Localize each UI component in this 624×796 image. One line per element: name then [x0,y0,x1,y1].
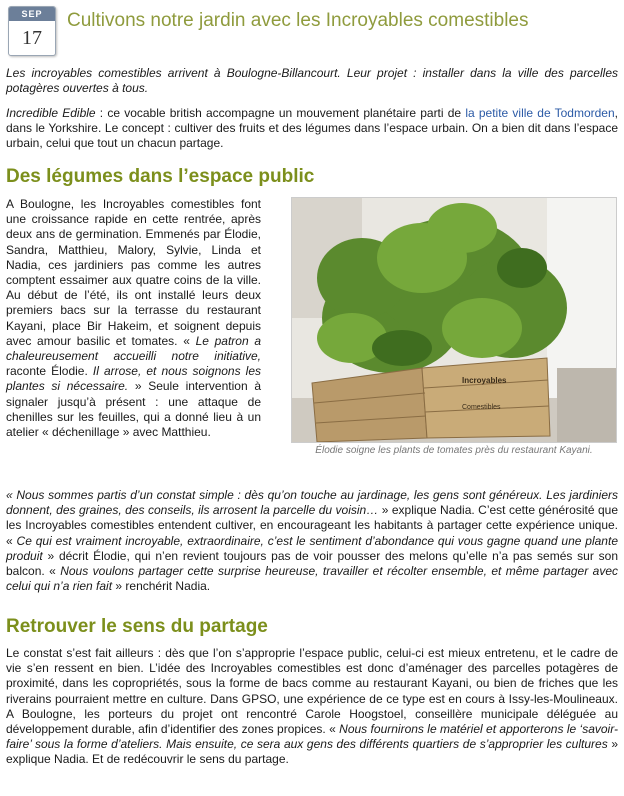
p3-quote-2: Ce qui est vraiment incroyable, extraordinaire, c’est le sentiment d’abondance qui vous gagne quand une plante produit [6,533,618,563]
p2-text-b: , dans le Yorkshire. Le concept : cultiver des fruits et des légumes dans l’espace urbain. On a bien dit dans l’espace urbain, celui que tout un chacun partage. [6,106,618,151]
p3-text-c: » renchérit Nadia. [112,579,211,594]
calendar-date-badge [8,6,56,56]
col-quote-1: Le patron a chaleureusement accueilli notre initiative, [6,333,261,364]
section-heading-partage: Retrouver le sens du partage [6,616,268,637]
tomato-planters-photo [291,197,617,443]
photo-caption: Élodie soigne les plants de tomates près du restaurant Kayani. [315,445,593,456]
paragraph-constat [6,646,618,768]
paragraph-boulogne [6,197,261,440]
section-heading-legumes: Des légumes dans l’espace public [6,166,315,187]
p4-text-b: » explique Nadia. Et de redécouvrir le sens du partage. [6,737,618,767]
p3-quote-1: « Nous sommes partis d’un constat simple : dès qu’on touche au jardinage, les gens sont généreux. Les jardiniers donnent, des graines, des conseils, ils arrosent la parcelle du voisin… [6,488,618,518]
article-intro: Les incroyables comestibles arrivent à Boulogne-Billancourt. Leur projet : installer dans la ville des parcelles potagères ouvertes à tous. [6,66,618,96]
p3-quote-3: Nous voulons partager cette surprise heureuse, travailler et récolter ensemble, et même partager avec celui qui n’a rien fait [6,564,618,594]
paragraph-incredible-edible [6,106,618,152]
col-text-b: raconte Élodie. [6,364,93,379]
col-quote-2: Il arrose, et nous soignons les plantes si nécessaire. [6,364,262,394]
col-text-a: A Boulogne, les Incroyables comestibles font une croissance rapide en cette rentrée, après deux ans de germination. Emmenés par Élodie, Sandra, Matthieu, Malory, Sylvie, Linda et Nadia, ces jardiniers pas comme les autres comptent essaimer aux quatre coins de la ville. Au début de l’été, ils ont installé leurs deux premiers bacs sur la terrasse du restaurant Kayani, place Bir Hakeim, et soignent depuis avec amour basilic et tomates. « [6,197,261,348]
crate-label-1: Incroyables [462,376,507,385]
calendar-month: SEP [9,7,55,21]
crate-label-2: Comestibles [462,404,501,411]
brand-name: Incredible Edible [6,106,96,120]
p4-quote: Nous fournirons le matériel et apporterons le ‘savoir-faire’ sous la forme d’ateliers. Mais ensuite, ce sera aux gens des différents quartiers de s’approprier les cultures [6,722,618,752]
calendar-day: 17 [22,27,42,49]
col-text-c: » Seule intervention à signaler jusqu’à présent : une attaque de chenilles sur les feuilles, qui a donné lieu à un atelier « déchenillage » avec Matthieu. [6,379,261,440]
p3-text-a: » explique Nadia. C’est cette générosité que les Incroyables comestibles entendent cultiver, en encourageant les habitants à partager cette expérience unique. « [6,503,619,548]
p4-text-a: Le constat s’est fait ailleurs : dès que l’on s’approprie l’espace public, celui-ci est mieux entretenu, et le cadre de vie s’en ressent en bien. L’idée des Incroyables comestibles est donc d’aménager des parcelles potagères de proximité, dans les copropriétés, sous la forme de bacs comme au restaurant Kayani, ou bien de friches que les riverains pourraient mettre en culture. Dans GPSO, une expérience de ce type est en cours à Issy-les-Moulineaux. A Boulogne, les porteurs du projet ont rencontré Carole Hoogstoel, conseillère municipale déléguée au développement durable, afin d’identifier des zones propices. « [6,646,618,737]
paragraph-generosite [6,488,618,594]
todmorden-link[interactable]: la petite ville de Todmorden [465,106,615,120]
p2-text-a: : ce vocable british accompagne un mouvement planétaire parti de [95,106,466,120]
p3-text-b: » décrit Élodie, qui n’en revient toujours pas de voir pousser des melons qu’elle n’a pas semés sur son balcon. « [6,548,618,579]
article-title: Cultivons notre jardin avec les Incroyables comestibles [67,10,529,31]
